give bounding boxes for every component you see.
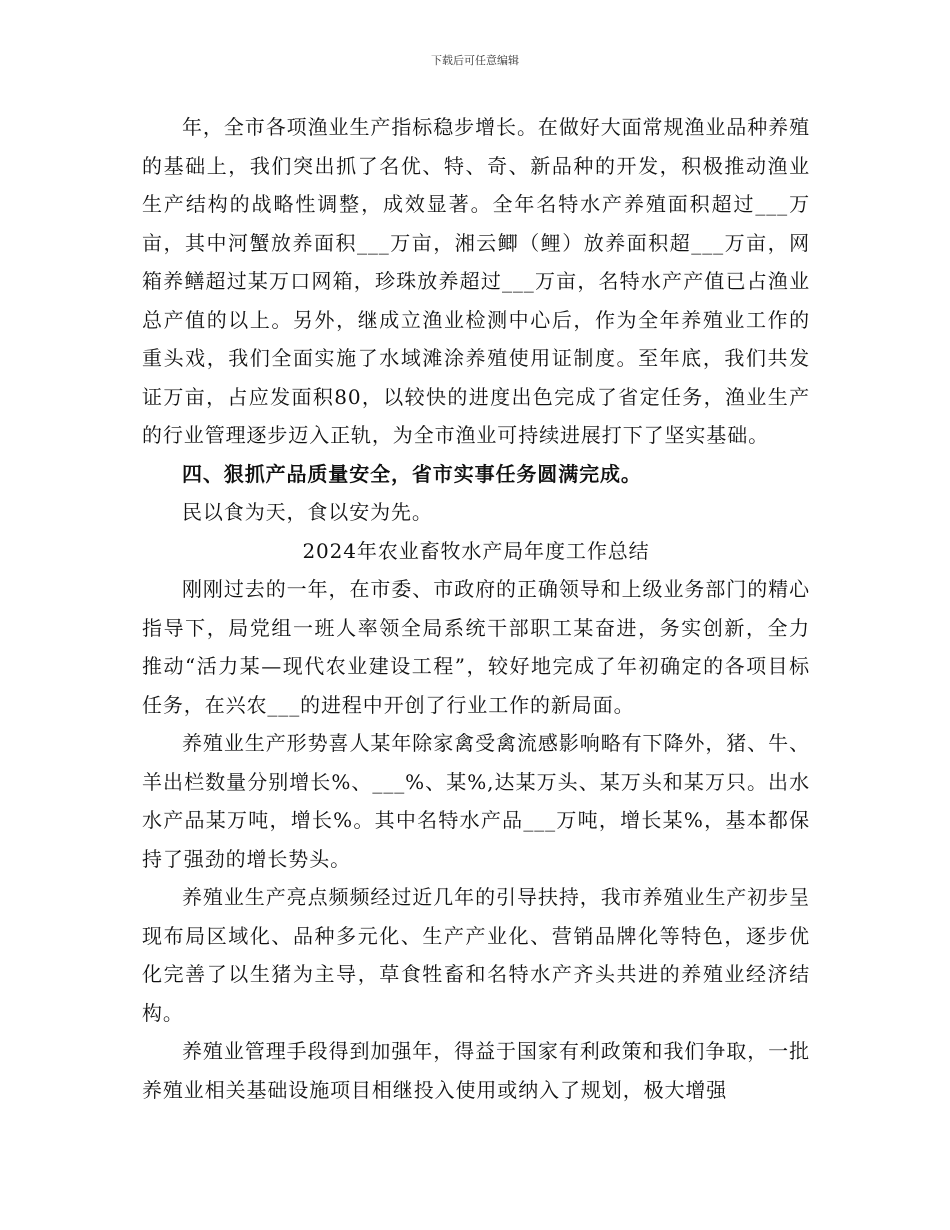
document-title: 2024年农业畜牧水产局年度工作总结	[302, 538, 650, 563]
page-header: 下载后可任意编辑	[431, 54, 519, 67]
paragraph-management: 养殖业管理手段得到加强年，得益于国家有利政策和我们争取，一批养殖业相关基础设施项目相继投入使用或纳入了规划，极大增强	[142, 1039, 810, 1102]
section-heading-quality-safety: 四、狠抓产品质量安全，省市实事任务圆满完成。	[182, 461, 642, 486]
paragraph-production-situation: 养殖业生产形势喜人某年除家禽受禽流感影响略有下降外，猪、牛、羊出栏数量分别增长%、___%、某%,达某万头、某万头和某万只。出水水产品某万吨，增长%。其中名特水产品___万吨，增长某%，基本都保持了强劲的增长势头。	[142, 731, 810, 871]
paragraph-production-highlights: 养殖业生产亮点频频经过近几年的引导扶持，我市养殖业生产初步呈现布局区域化、品种多元化、生产产业化、营销品牌化等特色，逐步优化完善了以生猪为主导，草食牲畜和名特水产齐头共进的养殖业经济结构。	[142, 885, 810, 1025]
paragraph-intro: 刚刚过去的一年，在市委、市政府的正确领导和上级业务部门的精心指导下，局党组一班人率领全局系统干部职工某奋进，务实创新，全力推动“活力某—现代农业建设工程”，较好地完成了年初确定的各项目标任务，在兴农___的进程中开创了行业工作的新局面。	[142, 577, 810, 717]
document-body	[142, 108, 810, 1109]
paragraph-food-safety: 民以食为天，食以安为先。	[182, 500, 433, 524]
paragraph-fishery-growth: 年，全市各项渔业生产指标稳步增长。在做好大面常规渔业品种养殖的基础上，我们突出抓了名优、特、奇、新品种的开发，积极推动渔业生产结构的战略性调整，成效显著。全年名特水产养殖面积超过___万亩，其中河蟹放养面积___万亩，湘云鲫（鲤）放养面积超___万亩，网箱养鳝超过某万口网箱，珍珠放养超过___万亩，名特水产产值已占渔业总产值的以上。另外，继成立渔业检测中心后，作为全年养殖业工作的重头戏，我们全面实施了水域滩涂养殖使用证制度。至年底，我们共发证万亩，占应发面积80，以较快的进度出色完成了省定任务，渔业生产的行业管理逐步迈入正轨，为全市渔业可持续进展打下了坚实基础。	[142, 115, 810, 447]
